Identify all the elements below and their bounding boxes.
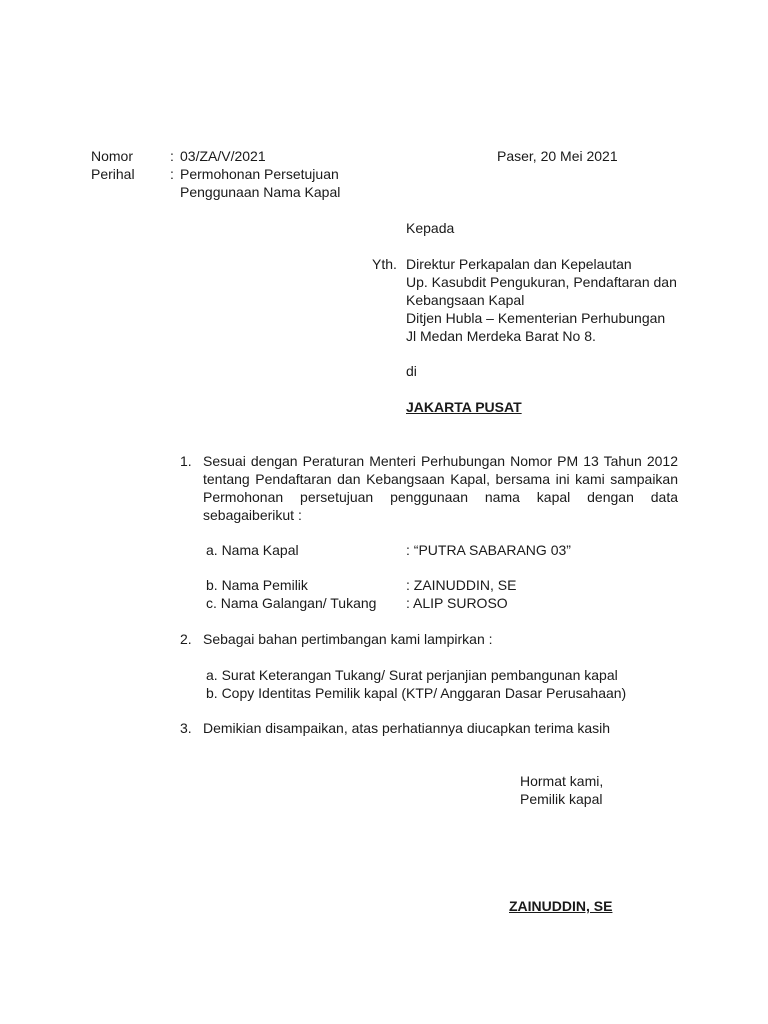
di-label: di [406,363,417,379]
recipient-city: JAKARTA PUSAT [406,399,522,415]
nomor-separator: : [170,148,174,164]
attachment-a: a. Surat Keterangan Tukang/ Surat perjanjian pembangunan kapal [206,667,618,683]
detail-value-nama-galangan: : ALIP SUROSO [406,595,508,611]
detail-value-nama-kapal: : “PUTRA SABARANG 03” [406,542,571,558]
attachment-b: b. Copy Identitas Pemilik kapal (KTP/ Anggaran Dasar Perusahaan) [206,685,627,701]
recipient-line-5: Jl Medan Merdeka Barat No 8. [406,328,596,344]
detail-label-nama-galangan: c. Nama Galangan/ Tukang [206,595,377,611]
item-2-text: Sebagai bahan pertimbangan kami lampirkan : [203,631,493,647]
item-2-number: 2. [180,631,192,647]
kepada-label: Kepada [406,220,455,236]
closing-role: Pemilik kapal [520,791,603,807]
recipient-line-1: Direktur Perkapalan dan Kepelautan [406,256,632,272]
item-1-number: 1. [180,453,192,469]
detail-label-nama-pemilik: b. Nama Pemilik [206,577,308,593]
signatory-name: ZAINUDDIN, SE [509,898,613,914]
closing-greeting: Hormat kami, [520,773,604,789]
yth-label: Yth. [372,256,397,272]
item-3-text: Demikian disampaikan, atas perhatiannya diucapkan terima kasih [203,720,610,736]
item-3-number: 3. [180,720,192,736]
perihal-label: Perihal [91,166,135,182]
nomor-label: Nomor [91,148,134,164]
nomor-value: 03/ZA/V/2021 [180,148,266,164]
detail-label-nama-kapal: a. Nama Kapal [206,542,299,558]
recipient-line-4: Ditjen Hubla – Kementerian Perhubungan [406,310,666,326]
perihal-separator: : [170,166,174,182]
item-1-text: Sesuai dengan Peraturan Menteri Perhubungan Nomor PM 13 Tahun 2012 tentang Pendaftaran dan Kebangsaan Kapal, bersama ini kami sampaikan Permohonan persetujuan penggunaan nama kapal dengan data sebagaiberikut : [203,453,678,523]
recipient-line-2: Up. Kasubdit Pengukuran, Pendaftaran dan [406,274,677,290]
detail-value-nama-pemilik: : ZAINUDDIN, SE [406,577,517,593]
recipient-line-3: Kebangsaan Kapal [406,292,525,308]
place-date: Paser, 20 Mei 2021 [497,148,618,164]
perihal-line-1: Permohonan Persetujuan [180,166,339,182]
perihal-line-2: Penggunaan Nama Kapal [180,184,341,200]
